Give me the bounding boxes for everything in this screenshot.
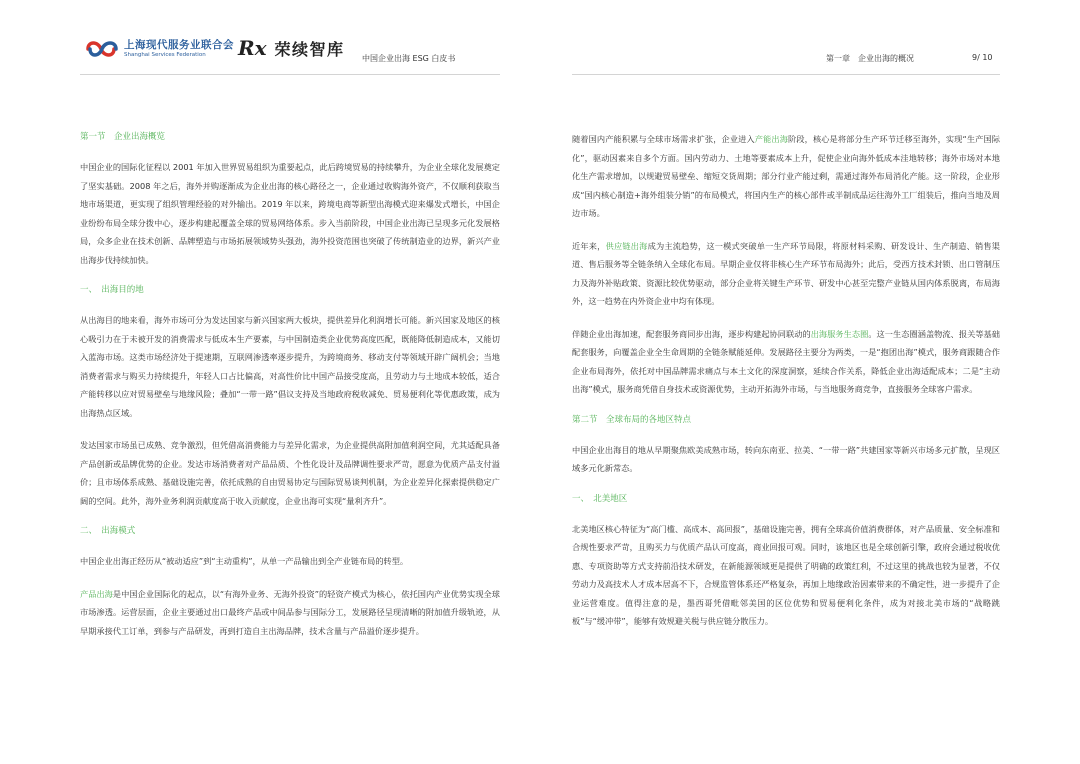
paragraph-text: 。这一生态圈涵盖物流、报关等基础配套服务，向覆盖企业全生命周期的全链条赋能延伸。发展路径主要分为两类，一是“抱团出海”模式，服务商跟随合作企业布局海外，依托对中国品牌需求痛点与本土文化的深度洞察，延续合作关系，降低企业出海适配成本；二是“主动出海”模式，服务商凭借自身技术或资源优势，主动开拓海外市场，与当地服务商竞争，直接服务全球客户需求。 [572,328,1000,394]
paragraph-text: 阶段，核心是将部分生产环节迁移至海外，实现“生产国际化”，驱动因素来自多个方面。国内劳动力、土地等要素成本上升，促使企业向海外低成本洼地转移；海外市场对本地化生产需求增加，以规避贸易壁垒、缩短交货周期；部分行业产能过剩，需通过海外布局消化产能。这一阶段，企业形成“国内核心制造+海外组装分销”的布局模式，将国内生产的核心部件或半制成品运往海外工厂组装后，推向当地及周边市场。 [572,134,1000,218]
paragraph: 中国企业出海目的地从早期聚焦欧美成熟市场，转向东南亚、拉美、“一带一路”共建国家等新兴市场多元扩散，呈现区域多元化新常态。 [572,444,1000,473]
paragraph: 北美地区核心特征为“高门槛、高成本、高回报”，基础设施完善，拥有全球高价值消费群体，对产品质量、安全标准和合规性要求严苛，且购买力与优质产品认可度高，商业回报可观。同时，该地区也是全球创新引擎，政府会通过税收优惠、专项资助等方式支持前沿技术研发，在新能源领域更是提供了明确的政策红利，不过这里的挑战也较为显著，不仅劳动力及高技术人才成本居高不下，合规监管体系还严格复杂，再加上地缘政治因素带来的不确定性，进一步提升了企业运营难度。值得注意的是，墨西哥凭借毗邻美国的区位优势和贸易便利化条件，成为对接北美市场的“战略跳板”与“缓冲带”，能够有效规避关税与供应链分散压力。 [572,523,1000,626]
paragraph: 发达国家市场虽已成熟、竞争激烈，但凭借高消费能力与差异化需求，为企业提供高附加值利润空间，尤其适配具备产品创新或品牌优势的企业。发达市场消费者对产品品质、个性化设计及品牌调性要求严苛，愿意为优质产品支付溢价；且市场体系成熟、基础设施完善，依托成熟的自由贸易协定与国际贸易谈判机制，为企业差异化探索提供稳定广阔的空间。此外，海外业务利润贡献度高于收入贡献度，企业出海可实现“量利齐升”。 [80,440,500,506]
section-heading: 第一节 企业出海概览 [80,132,166,142]
brand-logo [238,36,345,60]
org-name-cn: 上海现代服务业联合会 [124,39,234,51]
brand-name: 荣续智库 [274,39,345,59]
paragraph-text: 随着国内产能积累与全球市场需求扩张，企业进入 [572,134,755,144]
chapter-title: 第一章 企业出海的概况 [826,54,914,63]
right-column [572,130,1000,645]
paragraph [572,325,1000,399]
paragraph: 从出海目的地来看，海外市场可分为发达国家与新兴国家两大板块，提供差异化利润增长可能。新兴国家及地区的核心吸引力在于未被开发的消费需求与低成本生产要素，与中国制造类企业优势高度匹配，既能降低制造成本，又能切入蓝海市场。这类市场经济处于提速期，互联网渗透率逐步提升，为跨境商务、移动支付等领域开辟广阔机会；当地消费者需求与购买力持续提升，年轻人口占比偏高，对高性价比中国产品接受度高，且劳动力与土地成本较低，适合产能转移以应对贸易壁垒与地缘风险；叠加“一带一路”倡议支持及当地政府税收减免、贸易便利化等优惠政策，成为出海热点区域。 [80,315,500,418]
highlight-term: 产品出海 [80,588,113,599]
paragraph [572,237,1000,311]
subsection-heading: 一、 北美地区 [572,493,628,504]
document-title: 中国企业出海 ESG 白皮书 [362,54,456,63]
page-header [0,0,1080,90]
paragraph [80,585,500,641]
section-heading: 第二节 全球布局的各地区特点 [572,414,692,425]
federation-emblem-icon [86,38,118,60]
paragraph: 中国企业的国际化征程以 2001 年加入世界贸易组织为重要起点，此后跨境贸易的持续攀升，为企业全球化发展奠定了坚实基础。2008 年之后，海外并购逐渐成为企业出海的核心路径之一，企业通过收购海外资产，不仅顺利获取当地市场渠道，更实现了组织管理经验的对外输出。2019 年以来，跨境电商等新型出海模式迎来爆发式增长，中国企业纷纷布局全球分拨中心，逐步构建起覆盖全球的贸易网络体系。步入当前阶段，中国企业出海已呈现多元化发展格局，众多企业在技术创新、品牌塑造与市场拓展领域势头强劲，海外投资范围也突破了传统制造业的边界，新兴产业出海步伐持续加快。 [80,162,500,265]
header-divider-right [572,74,1000,75]
subsection-heading: 二、 出海模式 [80,526,136,536]
left-column [80,130,500,654]
paragraph: 中国企业出海正经历从“被动适应”到“主动重构”，从单一产品输出到全产业链布局的转型。 [80,556,409,566]
highlight-term: 供应链出海 [605,240,648,251]
paragraph-text: 是中国企业国际化的起点，以“有海外业务、无海外投资”的轻资产模式为核心，依托国内产业优势实现全球市场渗透。运营层面，企业主要通过出口最终产品或中间品参与国际分工，发展路径呈现清晰的附加值升级轨迹，从早期承接代工订单，到参与产品研发，再到打造自主出海品牌，技术含量与产品溢价逐步提升。 [80,588,500,636]
paragraph-text: 近年来， [572,240,606,251]
shanghai-services-federation-logo [86,38,234,60]
paragraph-text: 伴随企业出海加速，配套服务商同步出海，逐步构建起协同联动的 [572,328,811,339]
paragraph-text: 成为主流趋势，这一模式突破单一生产环节局限，将原材料采购、研发设计、生产制造、销售渠道、售后服务等全链条纳入全球化布局。早期企业仅将非核心生产环节布局海外；此后，受西方技术封锁、出口管制压力及海外补贴政策、资源比较优势驱动，部分企业将关键生产环节、研发中心甚至完整产业链从国内体系脱离，布局海外，这一趋势在内外资企业中均有体现。 [572,240,1000,306]
rx-logo-mark: Rx [238,36,267,60]
header-divider-left [80,74,500,75]
paragraph [572,130,1000,223]
subsection-heading: 一、 出海目的地 [80,285,144,295]
highlight-term: 产能出海 [754,134,789,144]
org-name-en: Shanghai Services Federation [124,52,206,58]
page-number: 9/ 10 [972,53,993,62]
highlight-term: 出海服务生态圈 [810,328,869,339]
